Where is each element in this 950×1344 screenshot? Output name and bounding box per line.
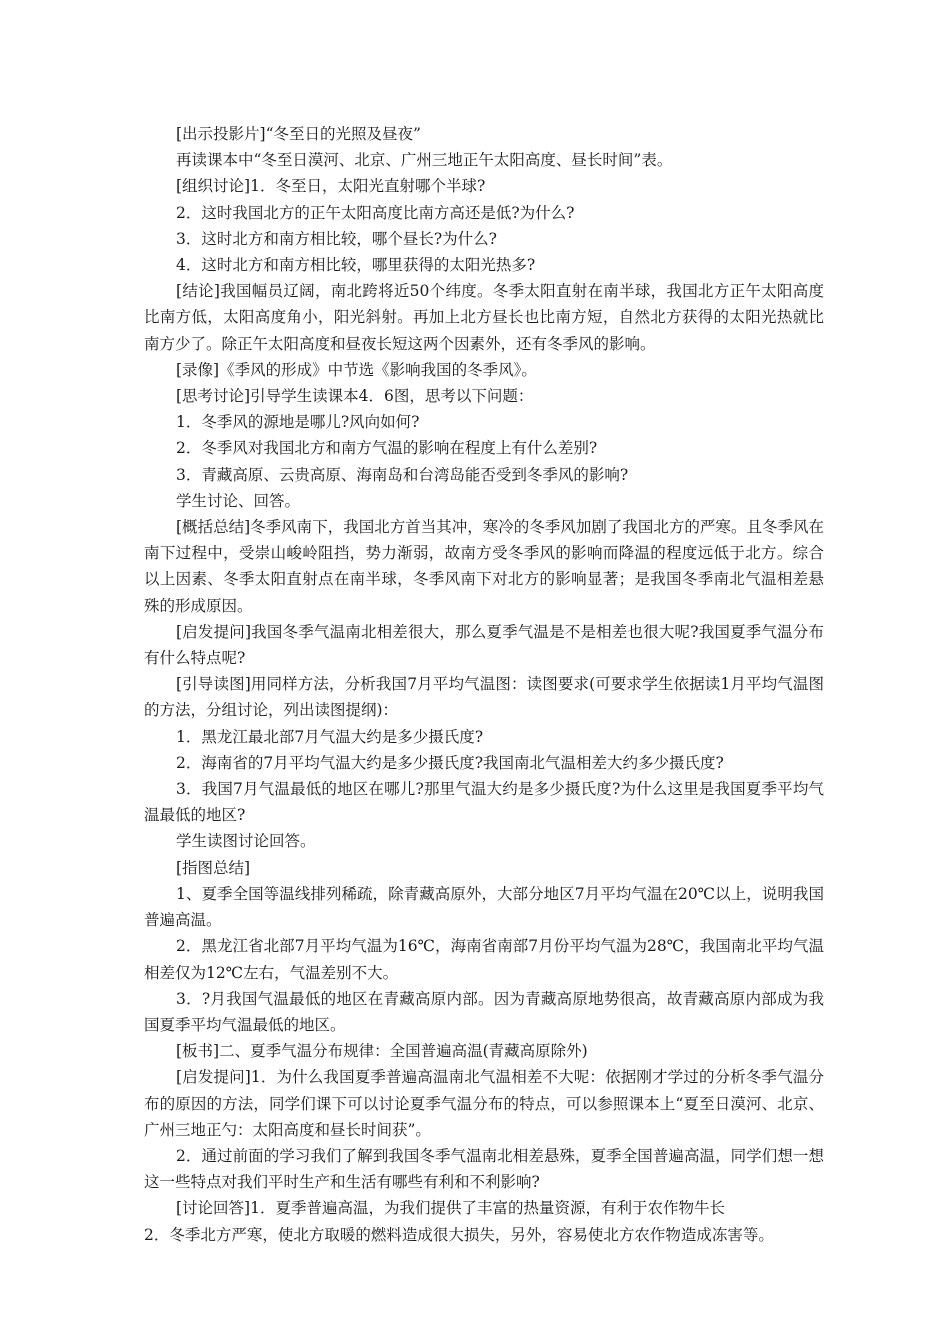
paragraph: 2．通过前面的学习我们了解到我国冬季气温南北相差悬殊，夏季全国普遍高温，同学们想一想这一些特点对我们平时生产和生活有哪些有利和不利影响? xyxy=(144,1146,824,1192)
paragraph: [指图总结] xyxy=(176,858,251,877)
paragraph: 3．这时北方和南方相比较，哪个昼长?为什么? xyxy=(176,229,497,248)
paragraph: [组织讨论]1．冬至日，太阳光直射哪个半球? xyxy=(176,177,486,196)
paragraph: [启发提问]我国冬季气温南北相差很大，那么夏季气温是不是相差也很大呢?我国夏季气温分布有什么特点呢? xyxy=(144,622,824,668)
paragraph: 4．这时北方和南方相比较，哪里获得的太阳光热多? xyxy=(176,256,536,275)
paragraph: [概括总结]冬季风南下，我国北方首当其冲，寒冷的冬季风加剧了我国北方的严寒。且冬季风在南下过程中，受崇山峻岭阻挡，势力渐弱，故南方受冬季风的影响而降温的程度远低于北方。综合以上因素、冬季太阳直射点在南半球，冬季风南下对北方的影响显著；是我国冬季南北气温相差悬殊的形成原因。 xyxy=(144,518,824,615)
paragraph: 2．黑龙江省北部7月平均气温为16℃，海南省南部7月份平均气温为28℃，我国南北平均气温相差仅为12℃左右，气温差别不大。 xyxy=(144,937,824,982)
paragraph: 3．我国7月气温最低的地区在哪儿?那里气温大约是多少摄氏度?为什么这里是我国夏季平均气温最低的地区? xyxy=(144,780,824,825)
paragraph: [启发提问]1．为什么我国夏季普遍高温南北气温相差不大呢：依据刚才学过的分析冬季气温分布的原因的方法，同学们课下可以讨论夏季气温分布的特点，可以参照课本上“夏至日漠河、北京、广州三地正勺：太阳高度和昼长时间获”。 xyxy=(144,1068,824,1139)
paragraph: [板书]二、夏季气温分布规律：全国普遍高温(青藏高原除外) xyxy=(176,1042,588,1061)
paragraph: 1．冬季风的源地是哪儿?风向如何? xyxy=(176,413,420,432)
paragraph: 学生读图讨论回答。 xyxy=(176,832,316,851)
paragraph: 3．?月我国气温最低的地区在青藏高原内部。因为青藏高原地势很高，故青藏高原内部成为我国夏季平均气温最低的地区。 xyxy=(144,989,824,1034)
paragraph: [思考讨论]引导学生读课本4．6图，思考以下问题： xyxy=(176,387,534,406)
paragraph: 1．黑龙江最北部7月气温大约是多少摄氏度? xyxy=(176,727,484,746)
paragraph: [结论]我国幅员辽阔，南北跨将近50个纬度。冬季太阳直射在南半球，我国北方正午太阳高度比南方低，太阳高度角小，阳光斜射。再加上北方昼长也比南方短，自然北方获得的太阳光热就比南方少了。除正午太阳高度和昼夜长短这两个因素外，还有冬季风的影响。 xyxy=(144,282,824,353)
paragraph: [出示投影片]“冬至日的光照及昼夜” xyxy=(176,125,421,143)
paragraph: 3．青藏高原、云贵高原、海南岛和台湾岛能否受到冬季风的影响? xyxy=(176,465,629,484)
paragraph: 2．冬季北方严寒，使北方取暖的燃料造成很大损失，另外，容易使北方农作物造成冻害等。 xyxy=(144,1225,774,1244)
paragraph: 1、夏季全国等温线排列稀疏，除青藏高原外，大部分地区7月平均气温在20℃以上，说明我国普遍高温。 xyxy=(144,884,824,930)
paragraph: [引导读图]用同样方法，分析我国7月平均气温图：读图要求(可要求学生依据读1月平均气温图的方法，分组讨论，列出读图提纲)： xyxy=(144,675,824,720)
paragraph: 2．海南省的7月平均气温大约是多少摄氏度?我国南北气温相差大约多少摄氏度? xyxy=(176,753,724,772)
paragraph: [讨论回答]1．夏季普遍高温，为我们提供了丰富的热量资源，有利于农作物牛长 xyxy=(176,1199,725,1218)
paragraph: 2．这时我国北方的正午太阳高度比南方高还是低?为什么? xyxy=(176,203,575,222)
paragraph: 再读课本中“冬至日漠河、北京、广州三地正午太阳高度、昼长时间”表。 xyxy=(176,151,673,170)
paragraph: 2．冬季风对我国北方和南方气温的影响在程度上有什么差别? xyxy=(176,439,598,458)
paragraph: [录像]《季风的形成》中节选《影响我国的冬季风》。 xyxy=(176,360,537,379)
paragraph: 学生讨论、回答。 xyxy=(176,491,301,510)
document-body xyxy=(144,121,824,1248)
